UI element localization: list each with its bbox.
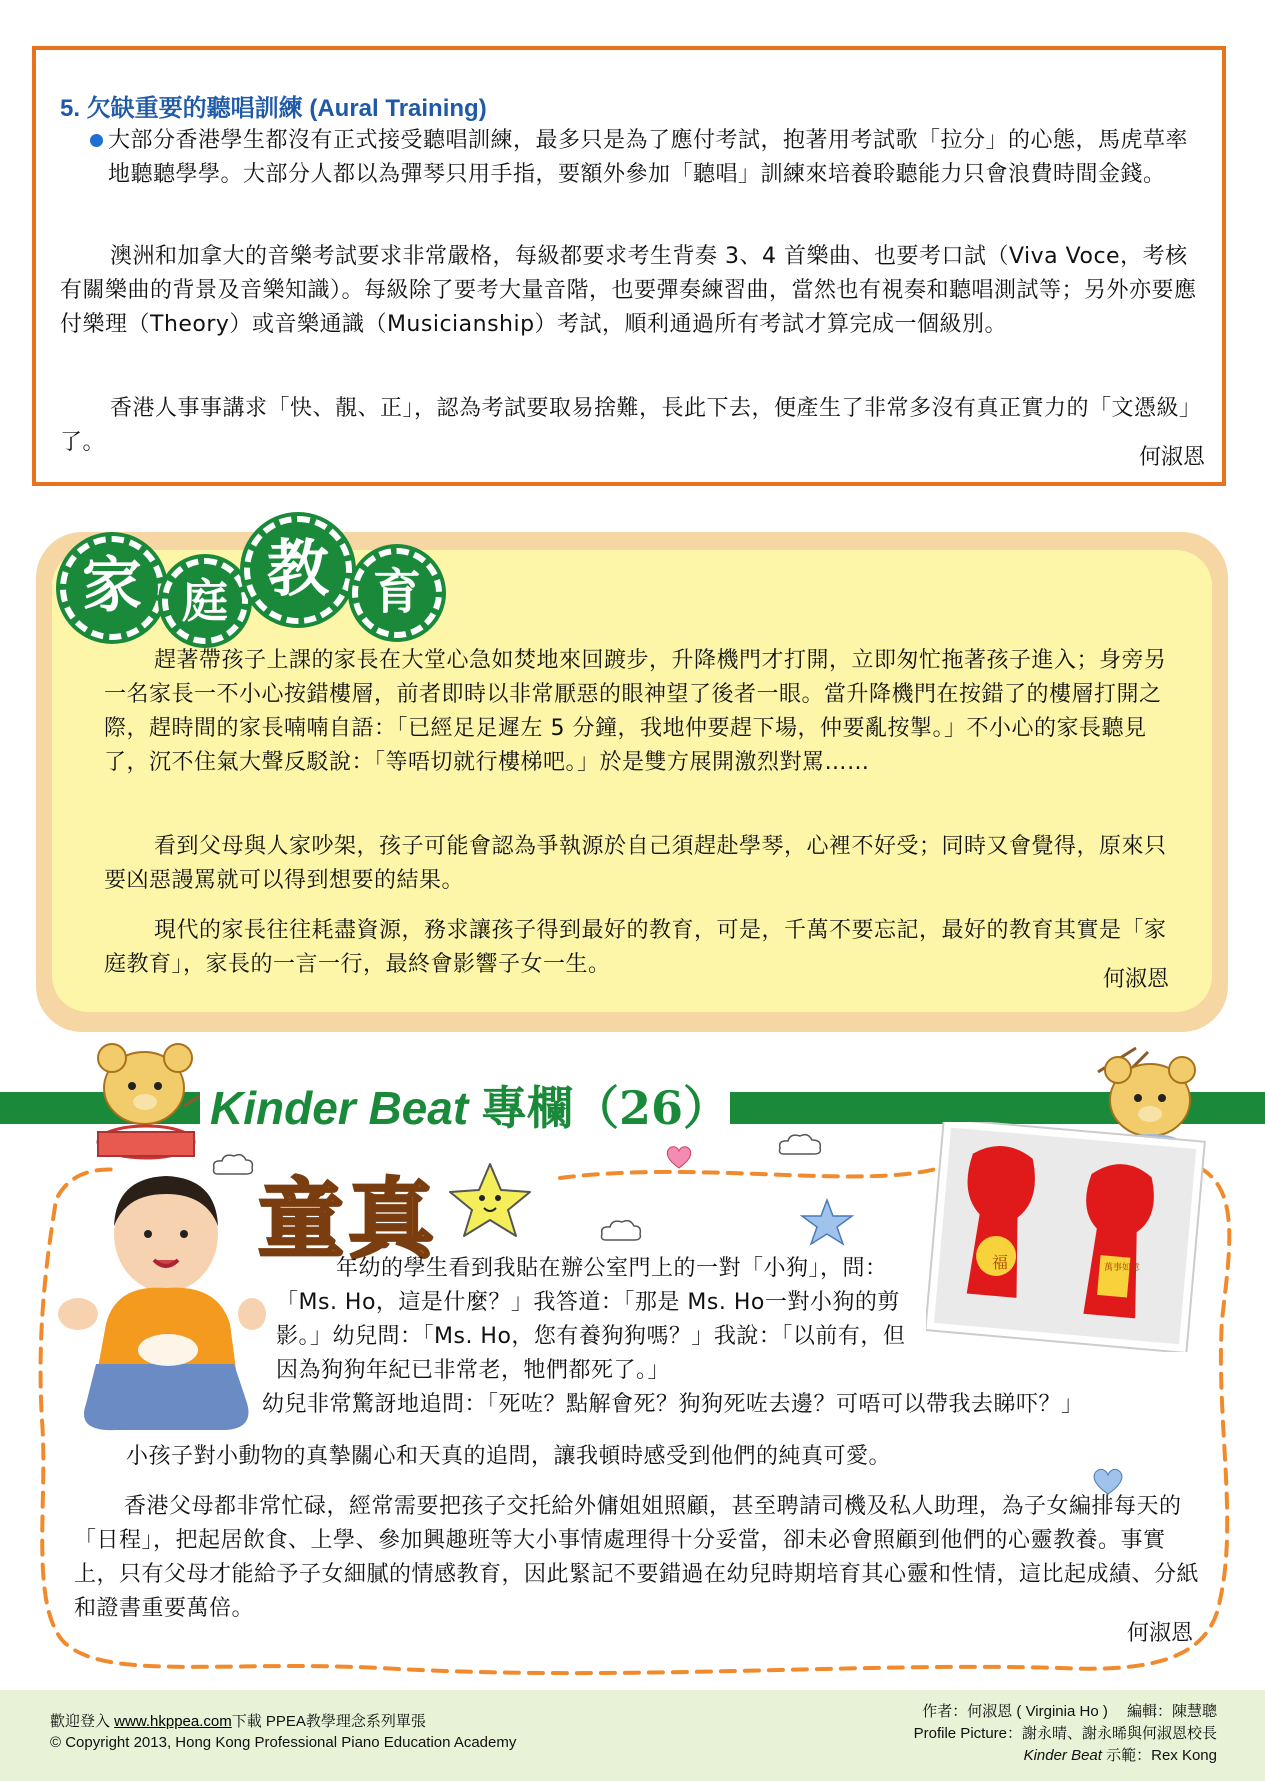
kinder-beat-title-number: （26） [572,1081,729,1135]
star-icon [446,1160,534,1240]
family-title-badge-2: 庭 [162,558,248,644]
family-title-badge-4: 育 [352,548,442,638]
aural-bullet-text: 大部分香港學生都沒有正式接受聽唱訓練，最多只是為了應付考試，抱著用考試歌「拉分」的心態，馬虎草率地聽聽學學。大部分人都以為彈琴只用手指，要額外參加「聽唱」訓練來培養聆聽能力只會浪費時間金錢。 [108,128,1189,187]
dog-papercut-photo [926,1122,1206,1352]
aural-paragraph-exams: 澳洲和加拿大的音樂考試要求非常嚴格，每級都要求考生背奏 3、4 首樂曲、也要考口試（Viva Voce，考核有關樂曲的背景及音樂知識）。每級除了要考大量音階，也要彈奏練習曲，當然也有視奏和聽唱測試等；另外亦要應付樂理（Theory）或音樂通識（Musicianship）考試，順利通過所有考試才算完成一個級別。 [60,244,1197,337]
family-paragraph-children: 看到父母與人家吵架，孩子可能會認為爭執源於自己須趕赴學琴，心裡不好受；同時又會覺得，原來只要凶惡謾罵就可以得到想要的結果。 [104,834,1167,893]
footer-credits-demo-text: 示範：Rex Kong [1101,1747,1217,1764]
family-author: 何淑恩 [1102,967,1169,992]
papercut-left-label: 福 [992,1253,1009,1272]
drum-bear-illustration [88,1036,208,1164]
footer-credits-kinder-beat: Kinder Beat [1023,1747,1102,1764]
child-photo [56,1164,266,1434]
aural-heading: 5. 欠缺重要的聽唱訓練 (Aural Training) [60,95,487,122]
kinder-paragraph-dogs: 年幼的學生看到我貼在辦公室門上的一對「小狗」，問：「Ms. Ho，這是什麼？」我答道：「那是 Ms. Ho一對小狗的剪影。」幼兒問：「Ms. Ho，您有養狗狗嗎？」我說：「以前有，但因為狗狗年紀已非常老，牠們都死了。」 [276,1256,906,1383]
heart-icon [664,1144,694,1170]
footer-credits-photo: Profile Picture：謝永晴、謝永晞與何淑恩校長 [913,1725,1217,1742]
family-paragraph-modern: 現代的家長往往耗盡資源，務求讓孩子得到最好的教育，可是，千萬不要忘記，最好的教育其實是「家庭教育」，家長的一言一行，最終會影響子女一生。 [104,918,1167,977]
footer-welcome-suffix: 下載 PPEA教學理念系列單張 [231,1713,426,1730]
footer-credits-author: 作者：何淑恩 ( Virginia Ho ) 編輯：陳慧聰 [922,1703,1217,1720]
footer-welcome-prefix: 歡迎登入 [50,1713,115,1730]
kinder-paragraph-innocence: 小孩子對小動物的真摯關心和天真的追問，讓我頓時感受到他們的純真可愛。 [126,1444,892,1469]
blue-star-icon [800,1198,854,1246]
papercut-right-label: 萬事如意 [1104,1263,1141,1273]
cloud-icon [776,1130,826,1160]
kinder-beat-column-title [210,1072,729,1138]
footer-copyright: © Copyright 2013, Hong Kong Professional Piano Education Academy [50,1734,517,1751]
footer-credits-demo [1024,1744,1217,1765]
aural-paragraph-hongkong: 香港人事事講求「快、靚、正」，認為考試要取易捨難，長此下去，便產生了非常多沒有真正實力的「文憑級」了。 [60,396,1202,455]
family-paragraph-elevator: 趕著帶孩子上課的家長在大堂心急如焚地來回踱步，升降機門才打開，立即匆忙拖著孩子進入；身旁另一名家長一不小心按錯樓層，前者即時以非常厭惡的眼神望了後者一眼。當升降機門在按錯了的樓層打開之際，趕時間的家長喃喃自語：「已經足足遲左 5 分鐘，我地仲要趕下場，仲要亂按掣。」不小心的家長聽見了，沉不住氣大聲反駁說：「等唔切就行樓梯吧。」於是雙方展開激烈對罵…… [104,648,1167,775]
kinder-beat-title-cjk: 專欄 [480,1081,573,1135]
kinder-author: 何淑恩 [1126,1621,1193,1646]
kinder-paragraph-dogs-continued: 幼兒非常驚訝地追問：「死咗？點解會死？狗狗死咗去邊？可唔可以帶我去睇吓？」 [262,1392,1084,1417]
kinder-paragraph-parents: 香港父母都非常忙碌，經常需要把孩子交托給外傭姐姐照顧，甚至聘請司機及私人助理，為子女編排每天的「日程」，把起居飲食、上學、參加興趣班等大小事情處理得十分妥當，卻未必會照顧到他們的心靈教養。事實上，只有父母才能給予子女細膩的情感教育，因此緊記不要錯過在幼兒時期培育其心靈和性情，這比起成績、分紙和證書重要萬倍。 [74,1494,1200,1621]
website-link[interactable]: www.hkppea.com [114,1713,232,1730]
family-title-badge-1: 家 [60,536,164,640]
cloud-icon [598,1216,646,1244]
tongzhen-heading: 童真 [258,1170,438,1270]
kinder-beat-title-en: Kinder Beat [210,1082,481,1134]
footer-welcome [50,1710,426,1731]
aural-author: 何淑恩 [1138,445,1205,470]
family-title-badge-3: 教 [244,516,352,624]
